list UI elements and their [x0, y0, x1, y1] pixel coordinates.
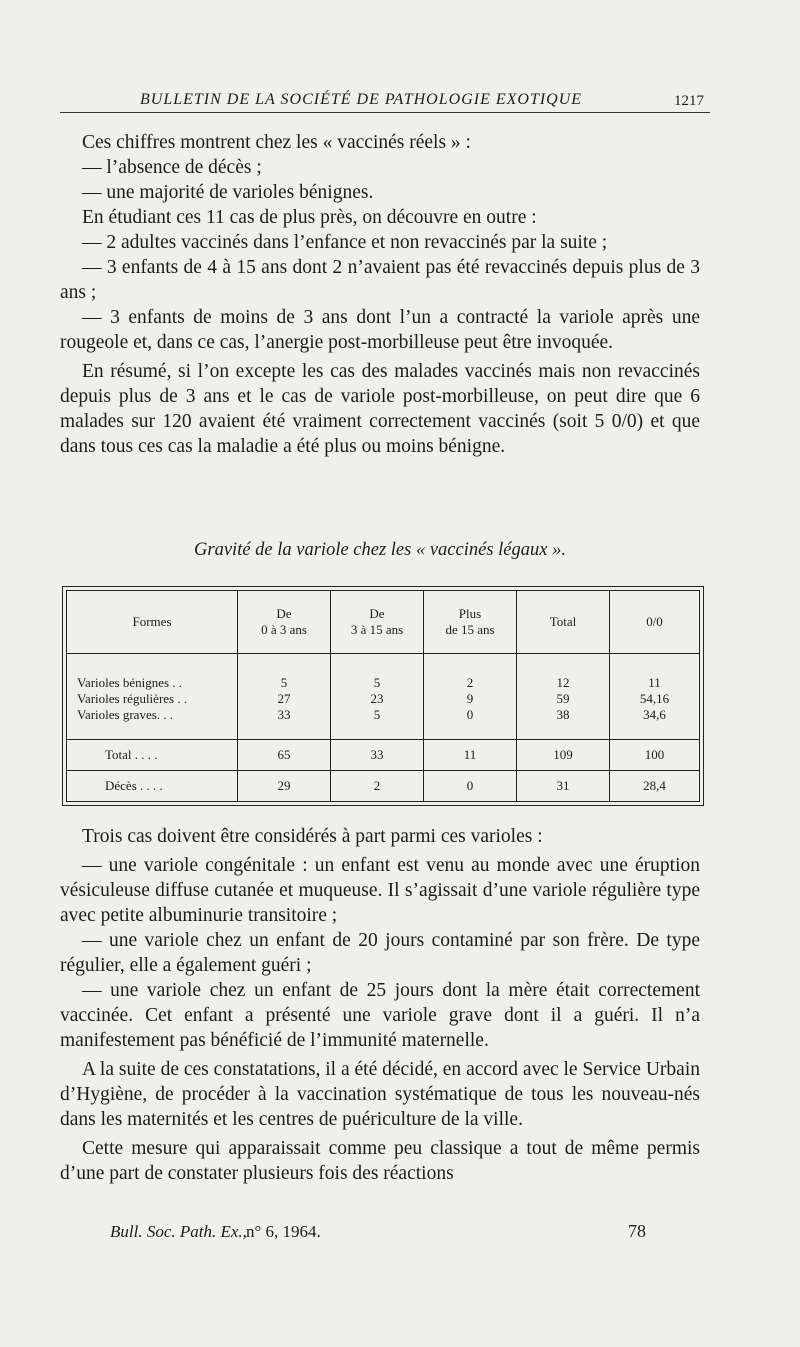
- row-label: Total . . . .: [67, 740, 238, 771]
- header-plus-15: [424, 591, 517, 654]
- paragraph: Ces chiffres montrent chez les « vaccinés réels » :: [82, 132, 471, 153]
- paragraph: Cette mesure qui apparaissait comme peu classique a tout de même permis d’une part de constater plusieurs fois des réactions: [60, 1138, 700, 1184]
- cell: 33: [331, 740, 424, 771]
- col-3-15-values: [331, 654, 424, 740]
- header-3-15: [331, 591, 424, 654]
- paragraph: — une majorité de varioles bénignes.: [82, 182, 374, 203]
- col-0-3-values: [238, 654, 331, 740]
- table-row-group: [67, 654, 699, 740]
- header-0-3: [238, 591, 331, 654]
- paragraph: En étudiant ces 11 cas de plus près, on découvre en outre :: [82, 207, 537, 228]
- paragraph: — l’absence de décès ;: [82, 157, 262, 178]
- header-line: 0 à 3 ans: [261, 622, 307, 637]
- table-deces-row: [67, 771, 699, 802]
- cell: 109: [517, 740, 610, 771]
- col-plus-15-values: [424, 654, 517, 740]
- cell: 65: [238, 740, 331, 771]
- col-total-values: [517, 654, 610, 740]
- paragraph: A la suite de ces constatations, il a été décidé, en accord avec le Service Urbain d’Hygiène, de procéder à la vaccination systématique de tous les nouveau-nés dans les maternités et les centres de puériculture de la ville.: [60, 1059, 700, 1130]
- running-header: [60, 88, 710, 113]
- footer-journal: Bull. Soc. Path. Ex.,: [110, 1222, 247, 1241]
- paragraph: — 3 enfants de 4 à 15 ans dont 2 n’avaient pas été revaccinés depuis plus de 3 ans ;: [60, 257, 700, 303]
- cell: 2: [466, 674, 474, 690]
- paragraph: — 3 enfants de moins de 3 ans dont l’un a contracté la variole après une rougeole et, dans ce cas, l’anergie post-morbilleuse peut être invoquée.: [60, 307, 700, 353]
- row-labels: [67, 654, 238, 740]
- header-formes: Formes: [67, 591, 238, 654]
- cell: 100: [610, 740, 700, 771]
- header-line: De: [369, 606, 385, 621]
- cell: 34,6: [643, 706, 666, 722]
- header-line: de 15 ans: [445, 622, 495, 637]
- cell: 11: [648, 674, 661, 690]
- header-total: Total: [517, 591, 610, 654]
- footer-issue: n° 6, 1964.: [246, 1222, 321, 1241]
- cell: 31: [517, 771, 610, 802]
- cell: 29: [238, 771, 331, 802]
- row-label: Décès . . . .: [67, 771, 238, 802]
- cell: 5: [373, 706, 381, 722]
- data-table: [62, 586, 704, 806]
- cell: 27: [277, 690, 291, 706]
- cell: 28,4: [643, 778, 666, 793]
- row-label: Varioles régulières . .: [77, 690, 188, 706]
- header-line: De: [276, 606, 292, 621]
- cell: 12: [556, 674, 570, 690]
- cell: 38: [556, 706, 570, 722]
- paragraph: Trois cas doivent être considérés à part parmi ces varioles :: [82, 826, 543, 847]
- cell: 2: [331, 771, 424, 802]
- body-text-top: [60, 130, 700, 459]
- row-label: Varioles bénignes . .: [77, 674, 183, 690]
- paragraph: — 2 adultes vaccinés dans l’enfance et non revaccinés par la suite ;: [82, 232, 608, 253]
- cell: 5: [373, 674, 381, 690]
- paragraph: — une variole chez un enfant de 25 jours dont la mère était correctement vaccinée. Cet enfant a présenté une variole grave dont il a guéri. Il n’a manifestement pas bénéficié de l’immunité maternelle.: [60, 980, 700, 1051]
- cell: 0: [424, 771, 517, 802]
- header-percent: 0/0: [610, 591, 700, 654]
- table-total-row: [67, 740, 699, 771]
- cell: 59: [556, 690, 570, 706]
- paragraph: — une variole congénitale : un enfant est venu au monde avec une éruption vésiculeuse diffuse cutanée et muqueuse. Il s’agissait d’une variole régulière type avec petite albuminurie transitoire ;: [60, 855, 700, 926]
- paragraph: — une variole chez un enfant de 20 jours contaminé par son frère. De type régulier, elle a également guéri ;: [60, 930, 700, 976]
- body-text-bottom: [60, 824, 700, 1186]
- cell: 54,16: [639, 690, 670, 706]
- cell: 33: [277, 706, 291, 722]
- signature-number: 78: [628, 1221, 646, 1241]
- header-line: Plus: [458, 606, 482, 621]
- table-header-row: [67, 591, 699, 654]
- cell: 23: [370, 690, 384, 706]
- cell: 11: [424, 740, 517, 771]
- running-title: BULLETIN DE LA SOCIÉTÉ DE PATHOLOGIE EXOTIQUE: [140, 91, 583, 108]
- paragraph: En résumé, si l’on excepte les cas des malades vaccinés mais non revaccinés depuis plus de 3 ans et le cas de variole post-morbilleuse, on peut dire que 6 malades sur 120 avaient été vraiment correctement vaccinés (soit 5 0/0) et que dans tous ces cas la maladie a été plus ou moins bénigne.: [60, 361, 700, 457]
- col-percent-values: [610, 654, 700, 740]
- cell: 9: [466, 690, 474, 706]
- cell: 0: [466, 706, 474, 722]
- header-line: 3 à 15 ans: [350, 622, 404, 637]
- table-caption: Gravité de la variole chez les « vaccinés légaux ».: [194, 540, 566, 560]
- row-label: Varioles graves. . .: [77, 706, 174, 722]
- cell: 5: [280, 674, 288, 690]
- page-number: 1217: [674, 93, 704, 109]
